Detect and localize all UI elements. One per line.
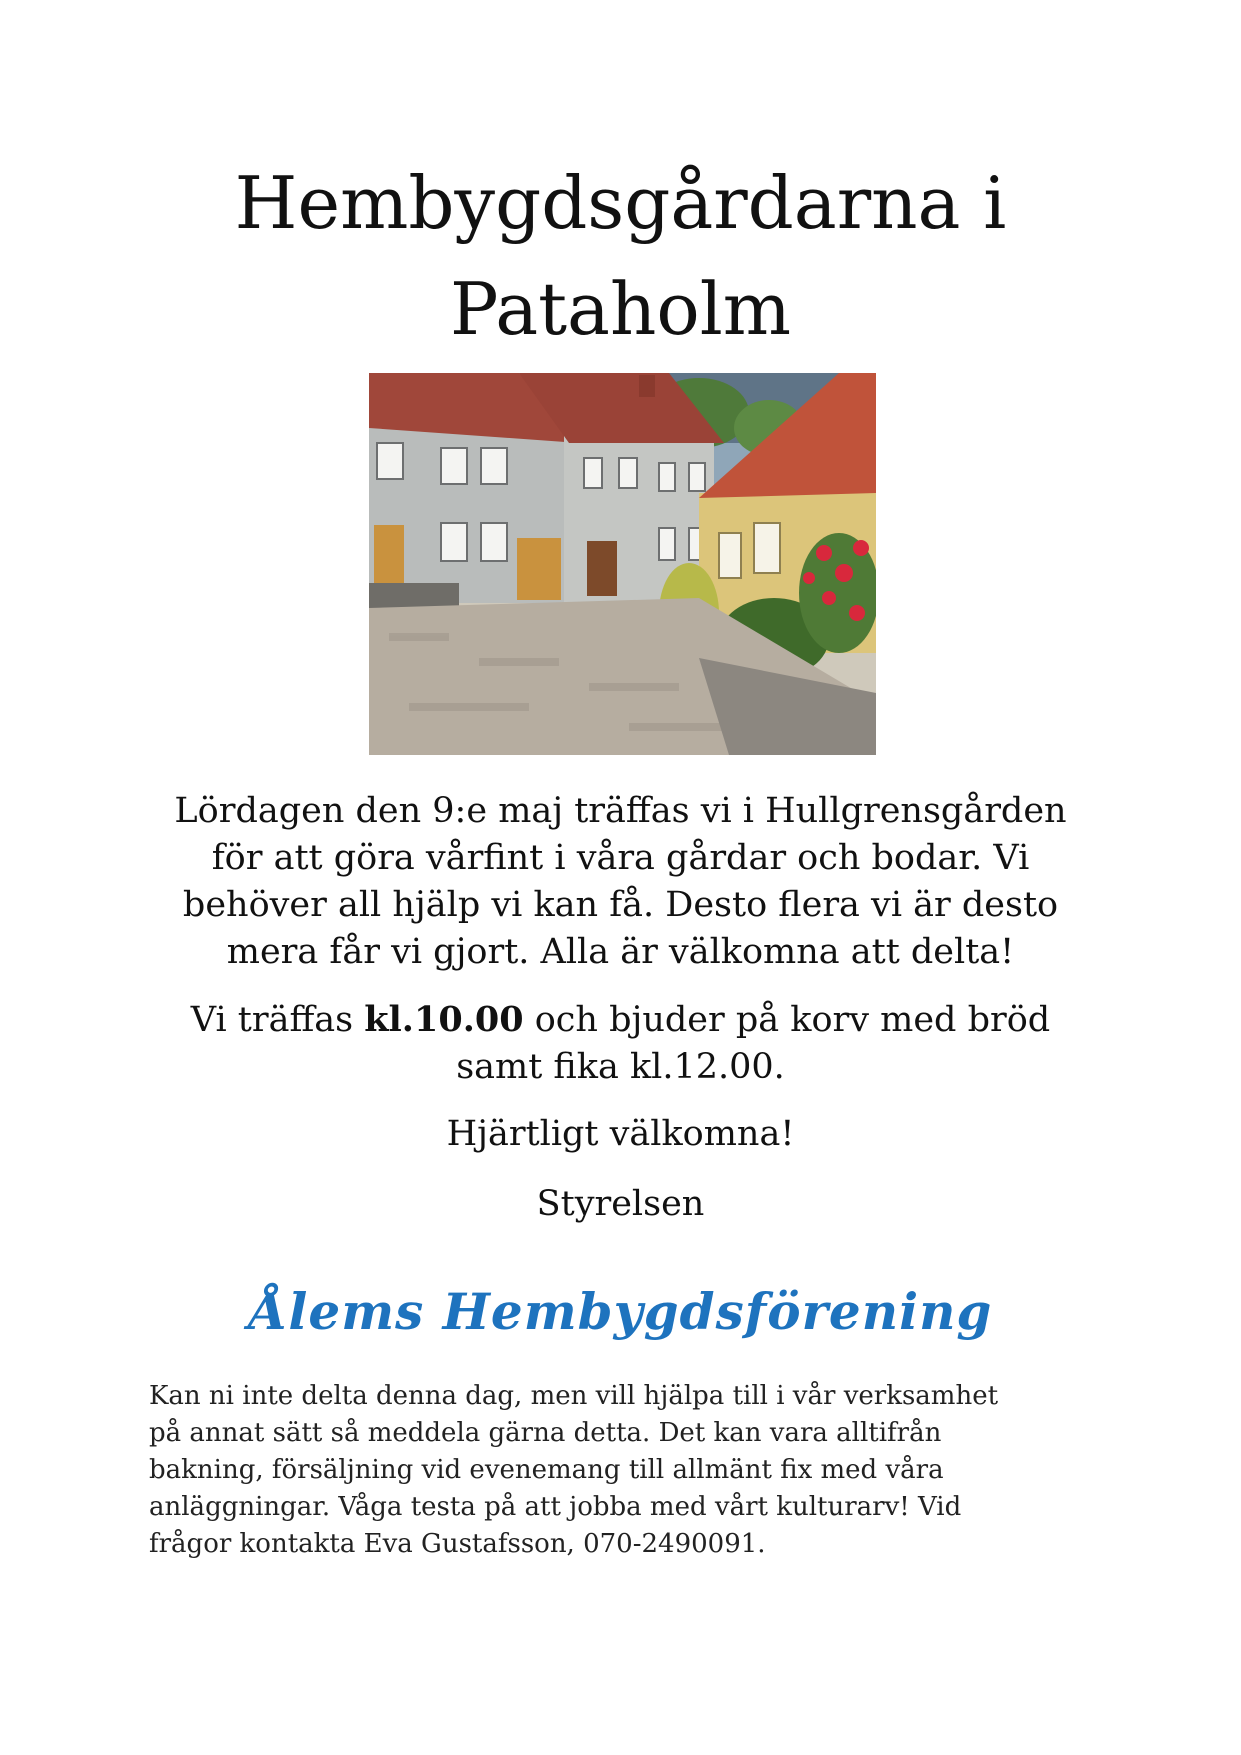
announcement-line-1: Lördagen den 9:e maj träffas vi i Hullgrensgården: [174, 791, 1067, 831]
announcement-line-4: mera får vi gjort. Alla är välkomna att delta!: [226, 932, 1015, 972]
footer-line-3: bakning, försäljning vid evenemang till allmänt fix med våra: [149, 1455, 944, 1485]
announcement-paragraph: [140, 788, 1101, 976]
village-courtyard-photo: [369, 373, 876, 755]
footer-line-4: anläggningar. Våga testa på att jobba med vårt kulturarv! Vid: [149, 1492, 962, 1522]
start-time: kl.10.00: [364, 999, 524, 1040]
schedule-prefix: Vi träffas: [190, 1000, 365, 1040]
announcement-line-2: för att göra vårfint i våra gårdar och bodar. Vi: [211, 838, 1030, 878]
announcement-text: [140, 788, 1101, 1228]
footer-line-5: frågor kontakta Eva Gustafsson, 070-2490091.: [149, 1529, 766, 1559]
footer-text: [149, 1378, 1089, 1563]
footer-line-2: på annat sätt så meddela gärna detta. Det kan vara alltifrån: [149, 1418, 942, 1448]
schedule-suffix: och bjuder på korv med bröd: [523, 1000, 1051, 1040]
schedule-line-2: samt fika kl.12.00.: [456, 1047, 785, 1087]
footer-line-1: Kan ni inte delta denna dag, men vill hjälpa till i vår verksamhet: [149, 1381, 999, 1411]
announcement-line-3: behöver all hjälp vi kan få. Desto flera vi är desto: [182, 885, 1059, 925]
schedule-paragraph: [140, 996, 1101, 1091]
page-title: [0, 150, 1241, 362]
title-line-2: Pataholm: [449, 267, 791, 351]
title-line-1: Hembygdsgårdarna i: [234, 161, 1007, 245]
signature: Styrelsen: [536, 1184, 705, 1224]
organization-name: Ålems Hembygdsförening: [248, 1282, 993, 1341]
welcome-text: Hjärtligt välkomna!: [446, 1114, 795, 1154]
